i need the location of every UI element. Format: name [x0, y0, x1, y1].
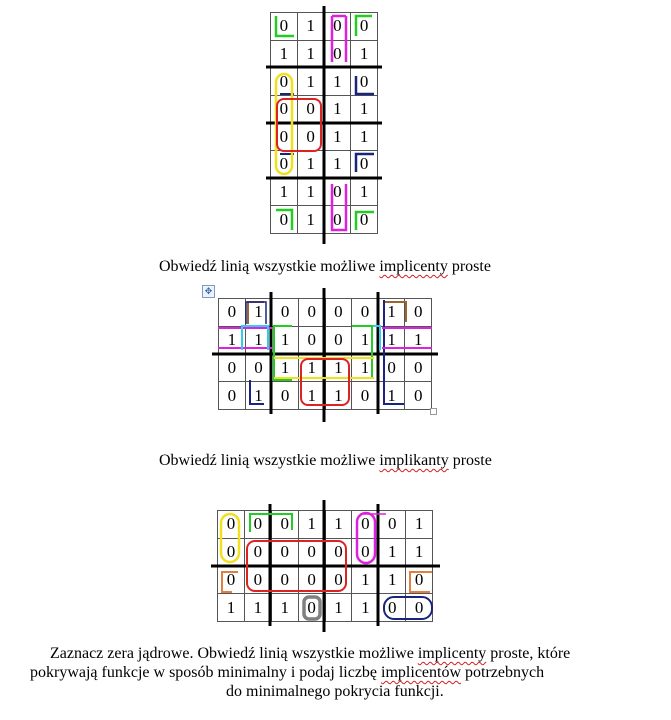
kmap-row — [271, 68, 378, 96]
kmap-cell: 0 — [325, 566, 352, 594]
move-cross-icon[interactable]: ✥ — [202, 285, 215, 298]
kmap-cell: 1 — [324, 123, 351, 151]
kmap-cell: 0 — [271, 68, 298, 96]
kmap-cell: 0 — [218, 566, 245, 594]
kmap-cell: 1 — [298, 382, 325, 410]
kmap-cell: 1 — [245, 326, 272, 354]
kmap-cell: 1 — [406, 511, 433, 539]
kmap-cell: 1 — [245, 382, 272, 410]
kmap-cell: 0 — [298, 299, 325, 327]
karnaugh-map-1 — [270, 12, 378, 234]
kmap-cell: 1 — [379, 566, 406, 594]
kmap-cell: 0 — [298, 538, 325, 566]
kmap-row — [219, 382, 432, 410]
kmap-cell: 1 — [297, 68, 324, 96]
kmap-cell: 1 — [297, 40, 324, 68]
caption-3-line-2: pokrywają funkcje w sposób minimalny i podaj liczbę implicentów potrzebnych — [30, 664, 545, 681]
kmap-cell: 0 — [271, 151, 298, 179]
kmap-cell: 0 — [271, 538, 298, 566]
kmap-cell: 1 — [351, 123, 378, 151]
kmap-cell: 1 — [297, 151, 324, 179]
kmap-cell: 0 — [218, 538, 245, 566]
kmap-cell: 0 — [405, 382, 432, 410]
kmap-cell: 0 — [406, 566, 433, 594]
kmap-cell: 1 — [352, 566, 379, 594]
kmap-cell: 1 — [379, 538, 406, 566]
kmap-cell: 0 — [325, 538, 352, 566]
kmap-cell: 1 — [272, 326, 299, 354]
kmap-cell: 1 — [272, 354, 299, 382]
kmap-cell: 0 — [298, 594, 325, 622]
caption-3-line-3: do minimalnego pokrycia funkcji. — [226, 683, 444, 700]
kmap-cell: 0 — [271, 566, 298, 594]
kmap-cell: 0 — [351, 206, 378, 234]
kmap-cell: 0 — [405, 299, 432, 327]
kmap-row — [271, 95, 378, 123]
kmap-row — [271, 151, 378, 179]
kmap-cell: 1 — [325, 354, 352, 382]
kmap-row — [218, 511, 433, 539]
kmap-cell: 0 — [271, 123, 298, 151]
kmap-cell: 1 — [271, 594, 298, 622]
kmap-row — [219, 326, 432, 354]
kmap-cell: 1 — [378, 326, 405, 354]
karnaugh-map-3 — [217, 510, 433, 622]
kmap-cell: 0 — [378, 354, 405, 382]
kmap-row — [219, 354, 432, 382]
kmap-cell: 0 — [297, 123, 324, 151]
kmap-cell: 1 — [378, 299, 405, 327]
kmap-cell: 0 — [218, 511, 245, 539]
kmap-cell: 0 — [272, 299, 299, 327]
kmap-row — [218, 594, 433, 622]
kmap-cell: 1 — [324, 68, 351, 96]
kmap-cell: 1 — [325, 382, 352, 410]
kmap-cell: 1 — [297, 206, 324, 234]
caption-3-line-1: Zaznacz zera jądrowe. Obwiedź linią wszystkie możliwe implicenty proste, które — [50, 645, 571, 662]
kmap-cell: 1 — [297, 13, 324, 41]
kmap-cell: 1 — [271, 40, 298, 68]
kmap-cell: 1 — [297, 178, 324, 206]
kmap-cell: 1 — [244, 594, 271, 622]
kmap-cell: 0 — [379, 511, 406, 539]
kmap-cell: 0 — [351, 13, 378, 41]
caption-1: Obwiedź linią wszystkie możliwe implicenty proste — [159, 258, 491, 275]
kmap-cell: 1 — [351, 40, 378, 68]
kmap-cell: 0 — [325, 299, 352, 327]
kmap-row — [271, 206, 378, 234]
kmap-cell: 0 — [379, 594, 406, 622]
kmap-row — [271, 178, 378, 206]
kmap-cell: 1 — [351, 178, 378, 206]
kmap-cell: 0 — [244, 566, 271, 594]
kmap-cell: 0 — [245, 354, 272, 382]
kmap-cell: 1 — [325, 594, 352, 622]
kmap-cell: 1 — [271, 178, 298, 206]
kmap-cell: 0 — [297, 95, 324, 123]
kmap-cell: 0 — [271, 206, 298, 234]
kmap-cell: 0 — [324, 40, 351, 68]
kmap-cell: 1 — [298, 354, 325, 382]
kmap-cell: 1 — [406, 538, 433, 566]
kmap-cell: 0 — [352, 538, 379, 566]
kmap-cell: 0 — [244, 538, 271, 566]
kmap-cell: 0 — [325, 326, 352, 354]
kmap-cell: 1 — [351, 95, 378, 123]
kmap-cell: 0 — [219, 382, 246, 410]
kmap-cell: 0 — [324, 13, 351, 41]
kmap-cell: 1 — [324, 151, 351, 179]
kmap-row — [271, 123, 378, 151]
kmap-cell: 1 — [352, 594, 379, 622]
kmap-cell: 1 — [324, 95, 351, 123]
kmap-cell: 0 — [219, 299, 246, 327]
kmap-cell: 0 — [271, 511, 298, 539]
karnaugh-map-2 — [218, 298, 432, 410]
kmap-row — [218, 538, 433, 566]
kmap-cell: 1 — [218, 594, 245, 622]
kmap-cell: 0 — [406, 594, 433, 622]
kmap-cell: 0 — [219, 354, 246, 382]
kmap-cell: 0 — [298, 326, 325, 354]
kmap-cell: 0 — [298, 566, 325, 594]
kmap-cell: 1 — [352, 326, 379, 354]
kmap-cell: 0 — [405, 354, 432, 382]
kmap-cell: 1 — [219, 326, 246, 354]
kmap-cell: 0 — [351, 151, 378, 179]
kmap-cell: 1 — [325, 511, 352, 539]
kmap-row — [271, 13, 378, 41]
kmap-cell: 0 — [272, 382, 299, 410]
kmap-cell: 0 — [352, 299, 379, 327]
kmap-cell: 0 — [271, 95, 298, 123]
kmap-cell: 0 — [324, 178, 351, 206]
kmap-cell: 1 — [245, 299, 272, 327]
kmap-cell: 1 — [405, 326, 432, 354]
kmap-cell: 0 — [352, 382, 379, 410]
caption-2: Obwiedź linią wszystkie możliwe implikanty proste — [159, 452, 492, 469]
table-resize-handle[interactable] — [430, 408, 437, 415]
kmap-row — [218, 566, 433, 594]
kmap-row — [219, 299, 432, 327]
kmap-cell: 0 — [352, 511, 379, 539]
kmap-row — [271, 40, 378, 68]
kmap-cell: 0 — [271, 13, 298, 41]
kmap-cell: 1 — [378, 382, 405, 410]
kmap-cell: 0 — [351, 68, 378, 96]
kmap-cell: 1 — [352, 354, 379, 382]
kmap-cell: 1 — [298, 511, 325, 539]
kmap-cell: 0 — [244, 511, 271, 539]
kmap-cell: 0 — [324, 206, 351, 234]
